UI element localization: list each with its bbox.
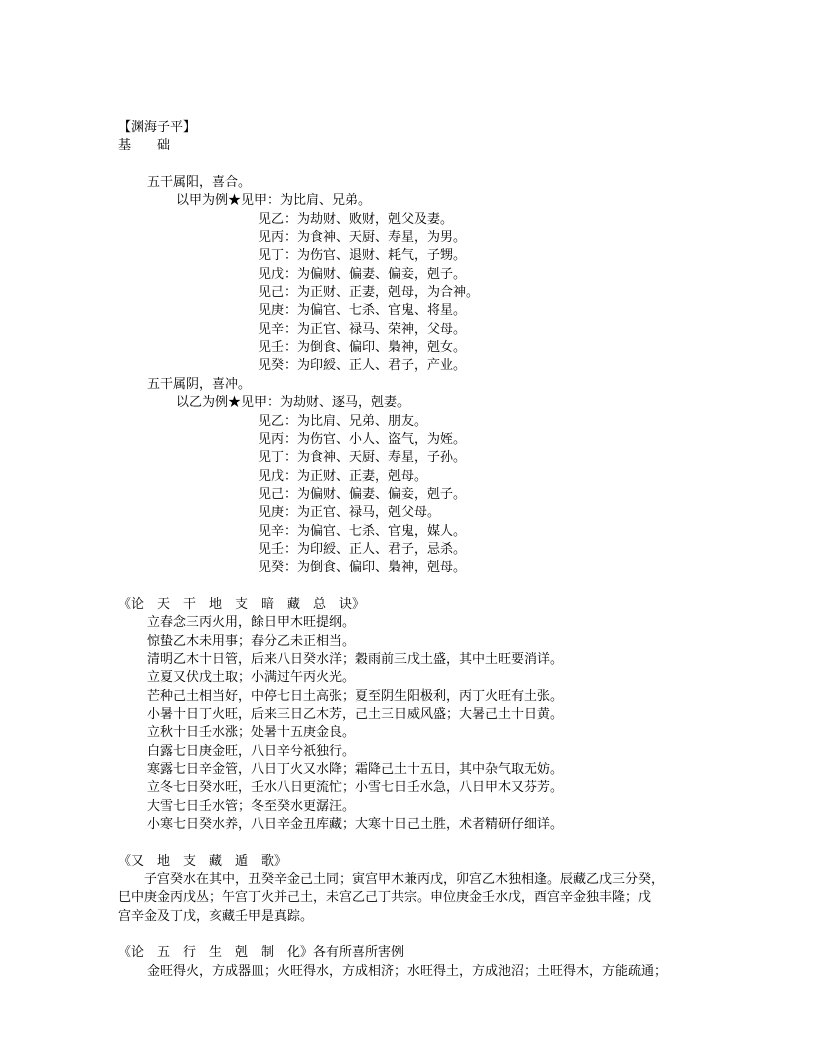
list-item: 见乙：为比肩、兄弟、朋友。 [258,413,428,429]
list-item: 见壬：为印綬、正人、君子，忌杀。 [258,541,467,557]
verse-line: 惊蛰乙木未用事；春分乙未正相当。 [147,633,356,649]
verse-line: 芒种己土相当好，中停七日土高张；夏至阴生阳极利，丙丁火旺有土张。 [147,688,564,704]
yin-example: 以乙为例★见甲：为劫财、逐马，剋妻。 [176,395,411,411]
list-item: 见丙：为伤官、小人、盗气，为姪。 [258,431,467,447]
yin-heading: 五干属阴，喜冲。 [147,376,252,392]
verse-line: 立秋十日壬水涨；处暑十五庚金良。 [147,725,356,741]
list-item: 见戊：为偏财、偏妻、偏妾，剋子。 [258,266,467,282]
verse-line: 立夏又伏戊土取；小满过午丙火光。 [147,670,356,686]
list-item: 见丁：为伤官、退财、耗气，子甥。 [258,248,467,264]
list-item: 见庚：为正官、禄马，剋父母。 [258,505,441,521]
document-page [118,119,708,981]
verse-line: 清明乙木十日管，后来八日癸水洋；穀雨前三戊土盛，其中土旺要消详。 [147,651,564,667]
list-item: 见癸：为倒食、偏印、梟神，剋母。 [258,560,467,576]
list-item: 见丙：为食神、天厨、寿星，为男。 [258,230,467,246]
verse-line: 白露七日庚金旺，八日辛兮祇独行。 [147,743,356,759]
yang-heading: 五干属阳，喜合。 [147,175,252,191]
section-heading-basics: 基 础 [118,138,171,154]
five-elements-heading: 《论 五 行 生 剋 制 化》各有所喜所害例 [118,945,405,961]
branch-song-heading: 《又 地 支 藏 遁 歌》 [118,853,288,869]
verse-line: 立冬七日癸水旺，壬水八日更流忙；小雪七日壬水急，八日甲木又芬芳。 [147,780,564,796]
paragraph-line: 宫辛金及丁戊，亥藏壬甲是真踪。 [118,908,314,924]
blank-line [118,578,708,596]
verse-line: 小寒七日癸水养，八日辛金丑库藏；大寒十日己土胜，术者精研仔细详。 [147,817,564,833]
list-item: 见壬：为倒食、偏印、梟神，剋女。 [258,340,467,356]
paragraph-line: 巳中庚金丙戊丛；午宫丁火并己土，未宫乙己丁共宗。申位庚金壬水戊，酉宫辛金独丰隆；戊 [118,890,652,906]
list-item: 见癸：为印綬、正人、君子，产业。 [258,358,467,374]
list-item: 见己：为偏财、偏妻、偏妾，剋子。 [258,486,467,502]
list-item: 见戊：为正财、正妻，剋母。 [258,468,428,484]
verse-line: 寒露七日辛金管，八日丁火又水降；霜降己土十五日，其中杂气取无妨。 [147,762,564,778]
paragraph-line: 子宫癸水在其中，丑癸辛金己土同；寅宫甲木兼丙戊，卯宫乙木独相逢。辰藏乙戊三分癸， [118,872,665,888]
paragraph-line: 金旺得火，方成器皿；火旺得水，方成相济；水旺得土，方成池沼；土旺得木，方能疏通； [147,963,668,979]
list-item: 见己：为正财、正妻，剋母，为合神。 [258,285,480,301]
yang-example: 以甲为例★见甲：为比肩、兄弟。 [176,193,372,209]
blank-line [118,156,708,174]
verse-line: 大雪七日壬水管；冬至癸水更潺汪。 [147,798,356,814]
list-item: 见辛：为正官、禄马、荣神，父母。 [258,321,467,337]
list-item: 见庚：为偏官、七杀、官鬼、将星。 [258,303,467,319]
verse-line: 立春念三丙火用，餘日甲木旺提纲。 [147,615,356,631]
document-title: 【渊海子平】 [118,120,197,135]
list-item: 见辛：为偏官、七杀、官鬼，媒人。 [258,523,467,539]
list-item: 见乙：为劫财、败财，剋父及妻。 [258,211,454,227]
verse-line: 小暑十日丁火旺，后来三日乙木芳，己土三日威风盛；大暑己土十日黄。 [147,707,564,722]
blank-line [118,926,708,944]
blank-line [118,834,708,852]
hidden-stems-heading: 《论 天 干 地 支 暗 藏 总 诀》 [118,596,366,612]
list-item: 见丁：为食神、天厨、寿星，子孙。 [258,450,467,466]
